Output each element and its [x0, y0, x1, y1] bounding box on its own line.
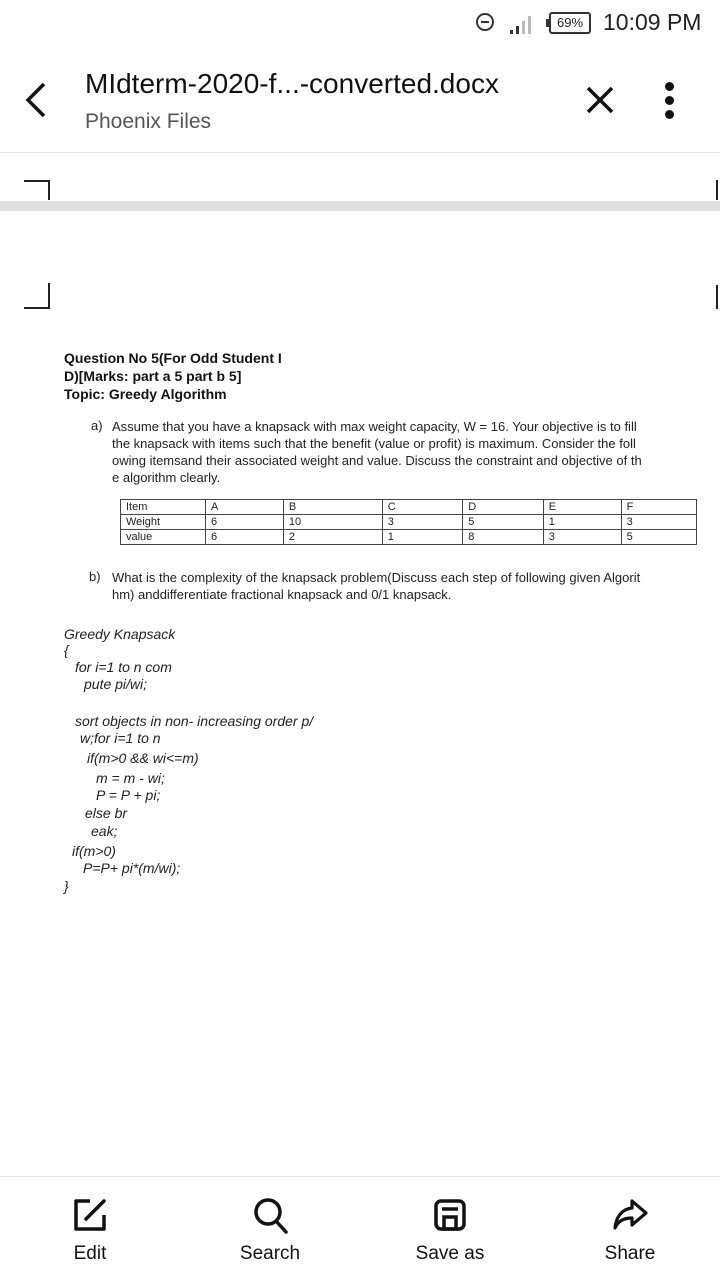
save-icon [430, 1195, 470, 1235]
edit-button[interactable] [0, 1177, 180, 1281]
code-line: w;for i=1 to n [80, 730, 161, 746]
items-table [120, 499, 697, 545]
code-line: sort objects in non- increasing order p/ [75, 713, 314, 729]
code-line: m = m - wi; [96, 770, 165, 786]
table-row: value 6 2 1 8 3 5 [121, 530, 697, 545]
save-as-button[interactable] [360, 1177, 540, 1281]
code-line: Greedy Knapsack [64, 626, 176, 642]
back-button[interactable] [22, 80, 52, 120]
bottom-toolbar [0, 1176, 720, 1281]
question-heading: Question No 5(For Odd Student I D)[Marks: part a 5 part b 5] Topic: Greedy Algorithm [64, 350, 282, 402]
document-viewer[interactable] [0, 153, 720, 1176]
close-icon [582, 82, 618, 118]
close-button[interactable] [582, 82, 618, 118]
chevron-left-icon [22, 80, 52, 120]
share-label: Share [604, 1243, 656, 1264]
code-line: if(m>0 && wi<=m) [87, 750, 199, 766]
do-not-disturb-icon [476, 13, 494, 31]
crop-mark [24, 307, 50, 309]
crop-mark [24, 180, 50, 182]
part-a-label: a) [91, 418, 103, 433]
more-options-button[interactable] [660, 78, 680, 122]
code-line: if(m>0) [72, 843, 116, 859]
document-title: MIdterm-2020-f...-converted.docx [85, 68, 499, 99]
table-row: Item A B C D E F [121, 500, 697, 515]
code-line: else br [85, 805, 128, 821]
code-line: pute pi/wi; [84, 676, 148, 692]
code-line: for i=1 to n com [75, 659, 172, 675]
app-header [0, 48, 720, 153]
signal-icon [510, 14, 540, 34]
part-a-text: Assume that you have a knapsack with max weight capacity, W = 16. Your objective is to fill the knapsack with items such that the benefit (value or profit) is maximum. Consider the foll owing itemsand their associated weight and value. Discuss the constraint and objective of th e algorithm clearly. [112, 419, 642, 485]
crop-mark [48, 180, 50, 200]
share-button[interactable] [540, 1177, 720, 1281]
code-line: } [64, 878, 69, 894]
status-bar [0, 0, 720, 48]
crop-mark [716, 285, 718, 309]
search-label: Search [239, 1243, 301, 1264]
part-b-text: What is the complexity of the knapsack problem(Discuss each step of following given Algorit hm) anddifferentiate fractional knapsack and 0/1 knapsack. [112, 570, 641, 602]
page-divider [0, 201, 720, 211]
code-line: eak; [91, 823, 118, 839]
search-icon [250, 1195, 290, 1235]
code-line: { [64, 642, 69, 658]
edit-label: Edit [73, 1243, 107, 1264]
document-source: Phoenix Files [85, 110, 212, 133]
table-row: Weight 6 10 3 5 1 3 [121, 515, 697, 530]
share-icon [610, 1195, 650, 1235]
code-line: P=P+ pi*(m/wi); [83, 860, 181, 876]
save-as-label: Save as [415, 1243, 485, 1264]
search-button[interactable] [180, 1177, 360, 1281]
crop-mark [716, 180, 718, 200]
code-line: P = P + pi; [96, 787, 161, 803]
crop-mark [48, 283, 50, 309]
part-b-label: b) [89, 569, 101, 584]
battery-indicator: 69% [549, 12, 591, 34]
edit-icon [70, 1195, 110, 1235]
clock: 10:09 PM [603, 9, 702, 35]
